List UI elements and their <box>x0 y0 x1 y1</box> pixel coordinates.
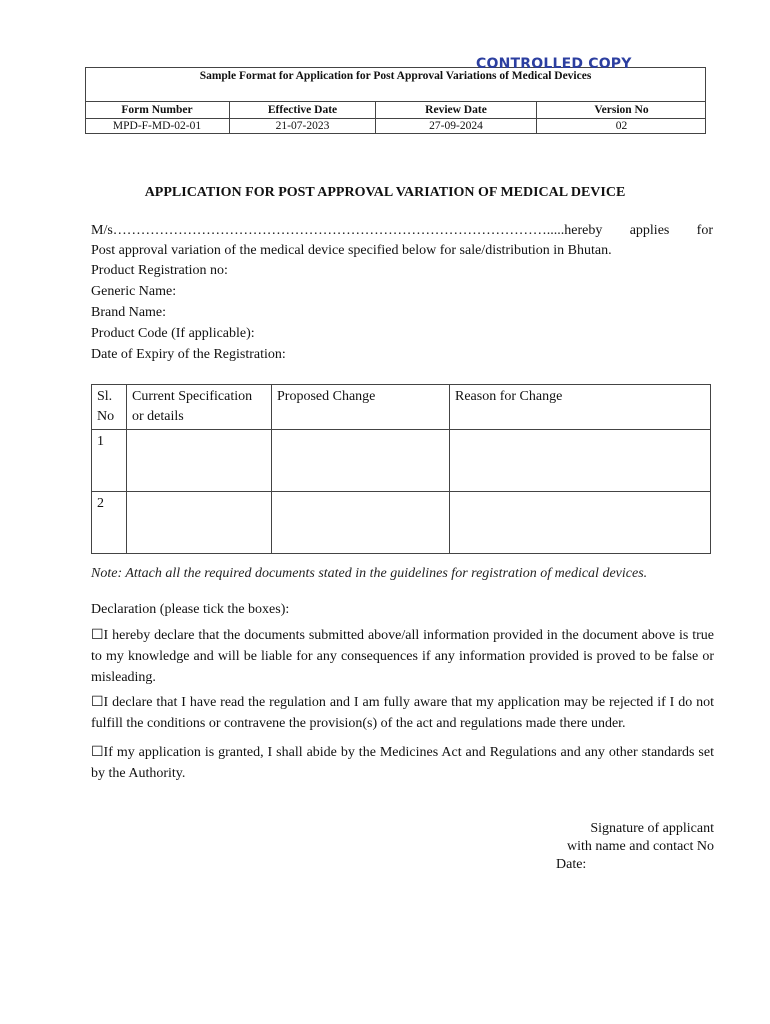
cell-current-spec[interactable] <box>127 492 272 554</box>
table-row <box>92 430 711 492</box>
declaration-item-3[interactable]: ☐If my application is granted, I shall abide by the Medicines Act and Regulations and any other standards set by the Authority. <box>91 745 714 781</box>
cell-proposed-change[interactable] <box>272 430 450 492</box>
attachment-note: Note: Attach all the required documents stated in the guidelines for registration of medical devices. <box>91 566 648 581</box>
declaration-heading: Declaration (please tick the boxes): <box>91 602 290 617</box>
review-date-label: Review Date <box>376 102 536 119</box>
form-number-label: Form Number <box>85 102 229 119</box>
field-product-registration: Product Registration no: <box>91 263 228 278</box>
header-proposed-change: Proposed Change <box>272 385 450 430</box>
signature-date: Date: <box>556 857 587 872</box>
version-no-value: 02 <box>615 120 628 132</box>
variation-table <box>91 384 711 554</box>
controlled-copy-stamp: CONTROLLED COPY <box>476 56 632 72</box>
form-number-value: MPD-F-MD-02-01 <box>112 120 202 132</box>
field-expiry-date: Date of Expiry of the Registration: <box>91 347 286 362</box>
document-title: APPLICATION FOR POST APPROVAL VARIATION OF MEDICAL DEVICE <box>144 185 626 200</box>
field-brand-name: Brand Name: <box>91 305 167 320</box>
header-reason: Reason for Change <box>450 385 711 430</box>
review-date-cell <box>376 102 537 134</box>
form-header-grid <box>85 101 706 134</box>
field-product-code: Product Code (If applicable): <box>91 326 255 341</box>
form-header-title: Sample Format for Application for Post Approval Variations of Medical Devices <box>199 70 592 82</box>
row-sl: 2 <box>92 492 127 554</box>
applicant-name-blank: M/s………………………………………………………………………………….....hereby <box>91 223 603 238</box>
cell-current-spec[interactable] <box>127 430 272 492</box>
header-current-spec: Current Specification or details <box>127 385 272 430</box>
signature-line-1: Signature of applicant <box>590 821 714 836</box>
header-sl-no: Sl. No <box>92 385 127 430</box>
version-no-cell <box>537 102 706 134</box>
table-row <box>92 492 711 554</box>
row-sl: 1 <box>92 430 127 492</box>
form-header-box <box>85 67 706 134</box>
applicant-line <box>91 221 713 241</box>
declaration-item-1[interactable]: ☐I hereby declare that the documents submitted above/all information provided in the document above is true to my knowledge and will be liable for any consequences if any information provided is proved to be false or misleading. <box>91 628 714 685</box>
table-header-row <box>92 385 711 430</box>
field-generic-name: Generic Name: <box>91 284 177 299</box>
signature-line-2: with name and contact No <box>567 839 714 854</box>
cell-reason[interactable] <box>450 430 711 492</box>
for-word: for <box>696 223 713 238</box>
form-number-cell <box>85 102 230 134</box>
applies-word: applies <box>629 223 670 238</box>
cell-reason[interactable] <box>450 492 711 554</box>
signature-block <box>556 820 714 874</box>
cell-proposed-change[interactable] <box>272 492 450 554</box>
review-date-value: 27-09-2024 <box>429 120 483 132</box>
intro-line-2: Post approval variation of the medical device specified below for sale/distribution in Bhutan. <box>91 243 612 258</box>
declaration-item-2[interactable]: ☐I declare that I have read the regulation and I am fully aware that my application may be rejected if I do not fulfill the conditions or contravene the provision(s) of the act and regulations made there under. <box>91 695 714 731</box>
effective-date-label: Effective Date <box>230 102 375 119</box>
effective-date-value: 21-07-2023 <box>275 120 330 132</box>
effective-date-cell <box>230 102 376 134</box>
applicant-intro <box>91 221 713 261</box>
version-no-label: Version No <box>537 102 706 119</box>
